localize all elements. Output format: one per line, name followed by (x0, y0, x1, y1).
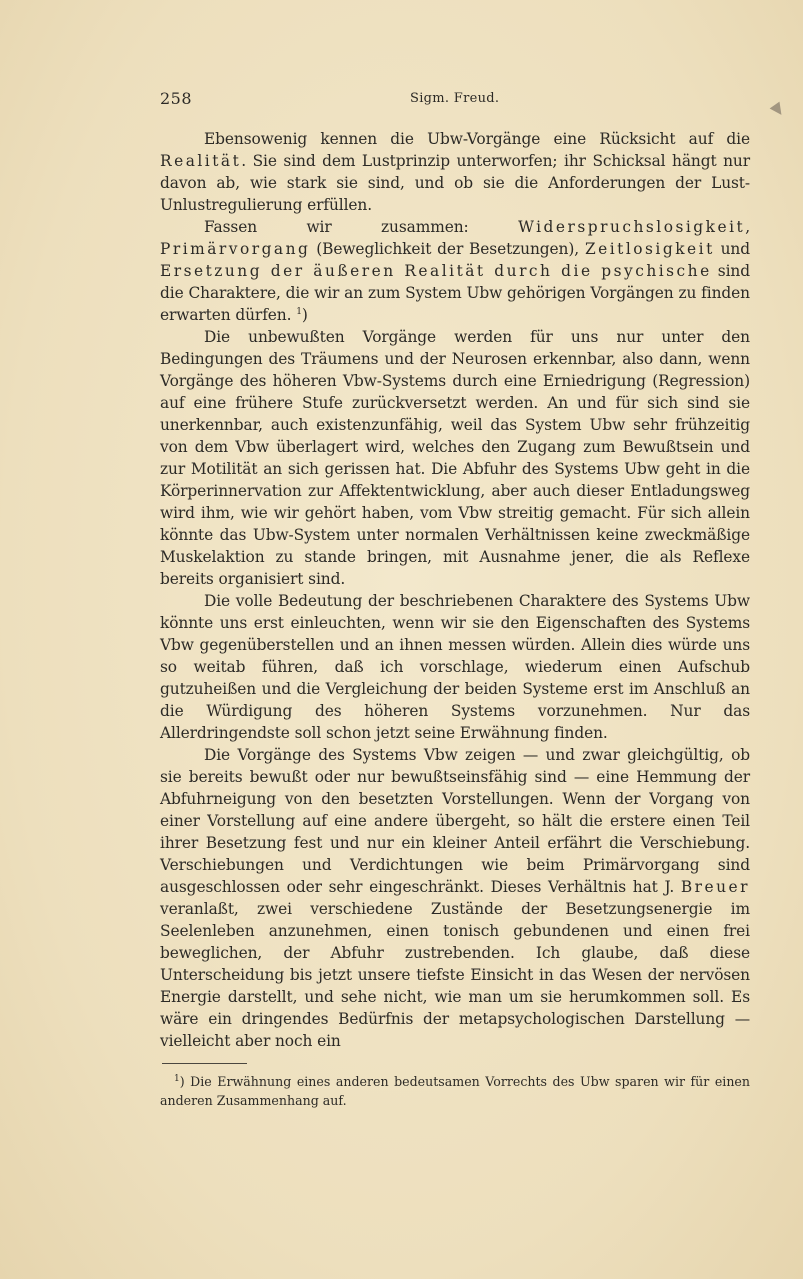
spaced-emphasis: Realität (160, 152, 242, 170)
footnote-marker: 1 (174, 1073, 180, 1084)
text-run: und (714, 240, 750, 258)
footnote-body: ) Die Erwähnung eines anderen bedeutsamen Vorrechts des Ubw sparen wir für einen anderen Zusammenhang auf. (160, 1074, 750, 1108)
footnote (160, 1072, 750, 1110)
spaced-emphasis: Widerspruchslosigkeit (518, 218, 746, 236)
footnote-rule (162, 1063, 247, 1064)
paragraph-5 (160, 744, 750, 1052)
footnote-text (160, 1072, 750, 1110)
text-run: sind die Charaktere, die wir an zum System Ubw gehörigen Vorgängen zu finden erwarten dürfen. (160, 262, 750, 324)
text-run: Fassen wir zusammen: (204, 218, 519, 236)
text-run: Die volle Bedeutung der beschriebenen Charaktere des Systems Ubw könnte uns erst einleuchten, wenn wir sie den Eigenschaften des Systems Vbw gegenüberstellen und an ihnen messen würden. Allein dies würde uns so weitab führen, daß ich vorschlage, wiederum einen Aufschub gutzuheißen und die Vergleichung der beiden Systeme erst im Anschluß an die Würdigung des höheren Systems vorzunehmen. Nur das Allerdringendste soll schon jetzt seine Erwähnung finden. (160, 592, 750, 742)
text-run: (Beweglichkeit der Besetzungen), (310, 240, 585, 258)
spaced-emphasis: Breuer (680, 878, 750, 896)
text-run: , (745, 218, 750, 236)
spaced-emphasis: Ersetzung der äußeren Realität durch die psychische (160, 262, 712, 280)
paragraph-1 (160, 128, 750, 216)
paragraph-3 (160, 326, 750, 590)
page-number: 258 (160, 89, 193, 108)
footnote-ref: 1 (296, 306, 302, 317)
text-run: ) (301, 306, 308, 324)
body-text (160, 128, 750, 1052)
running-head: Sigm. Freud. (410, 91, 500, 106)
text-run: . Sie sind dem Lustprinzip unterworfen; ihr Schicksal hängt nur davon ab, wie stark sie sind, und ob sie die Anforderungen der Lust-Unlustregulierung erfüllen. (160, 152, 750, 214)
text-run: Die unbewußten Vorgänge werden für uns nur unter den Bedingungen des Träumens und der Neurosen erkennbar, also dann, wenn Vorgänge des höheren Vbw-Systems durch eine Erniedrigung (Regression) auf eine frühere Stufe zurückversetzt werden. An und für sich sind sie unerkennbar, auch existenzunfähig, weil das System Ubw sehr frühzeitig von dem Vbw überlagert wird, welches den Zugang zum Bewußtsein und zur Motilität an sich gerissen hat. Die Abfuhr des Systems Ubw geht in die Körperinnervation zur Affektentwicklung, aber auch dieser Entladungsweg wird ihm, wie wir gehört haben, vom Vbw streitig gemacht. Für sich allein könnte das Ubw-System unter normalen Verhältnissen keine zweckmäßige Muskelaktion zu stande bringen, mit Ausnahme jener, die als Reflexe bereits organisiert sind. (160, 328, 750, 588)
paragraph-2 (160, 216, 750, 326)
spaced-emphasis: Zeitlosigkeit (584, 240, 715, 258)
page-header (160, 89, 750, 113)
text-run: Ebensowenig kennen die Ubw-Vorgänge eine Rücksicht auf die (204, 130, 750, 148)
paragraph-4 (160, 590, 750, 744)
text-run: Die Vorgänge des Systems Vbw zeigen — und zwar gleichgültig, ob sie bereits bewußt oder nur bewußtseinsfähig sind — eine Hemmung der Abfuhrneigung von den besetzten Vorstellungen. Wenn der Vorgang von einer Vorstellung auf eine andere übergeht, so hält die erstere einen Teil ihrer Besetzung fest und nur ein kleiner Anteil erfährt die Verschiebung. Verschiebungen und Verdichtungen wie beim Primärvorgang sind ausgeschlossen oder sehr eingeschränkt. Dieses Verhältnis hat J. (160, 746, 750, 896)
text-run: veranlaßt, zwei verschiedene Zustände der Besetzungsenergie im Seelenleben anzunehmen, einen tonisch gebundenen und einen frei beweglichen, der Abfuhr zustrebenden. Ich glaube, daß diese Unterscheidung bis jetzt unsere tiefste Einsicht in das Wesen der nervösen Energie darstellt, und sehe nicht, wie man um sie herumkommen soll. Es wäre ein dringendes Bedürfnis der metapsychologischen Darstellung — vielleicht aber noch ein (160, 900, 750, 1050)
corner-mark-icon (770, 102, 787, 119)
spaced-emphasis: Primärvorgang (160, 240, 311, 258)
